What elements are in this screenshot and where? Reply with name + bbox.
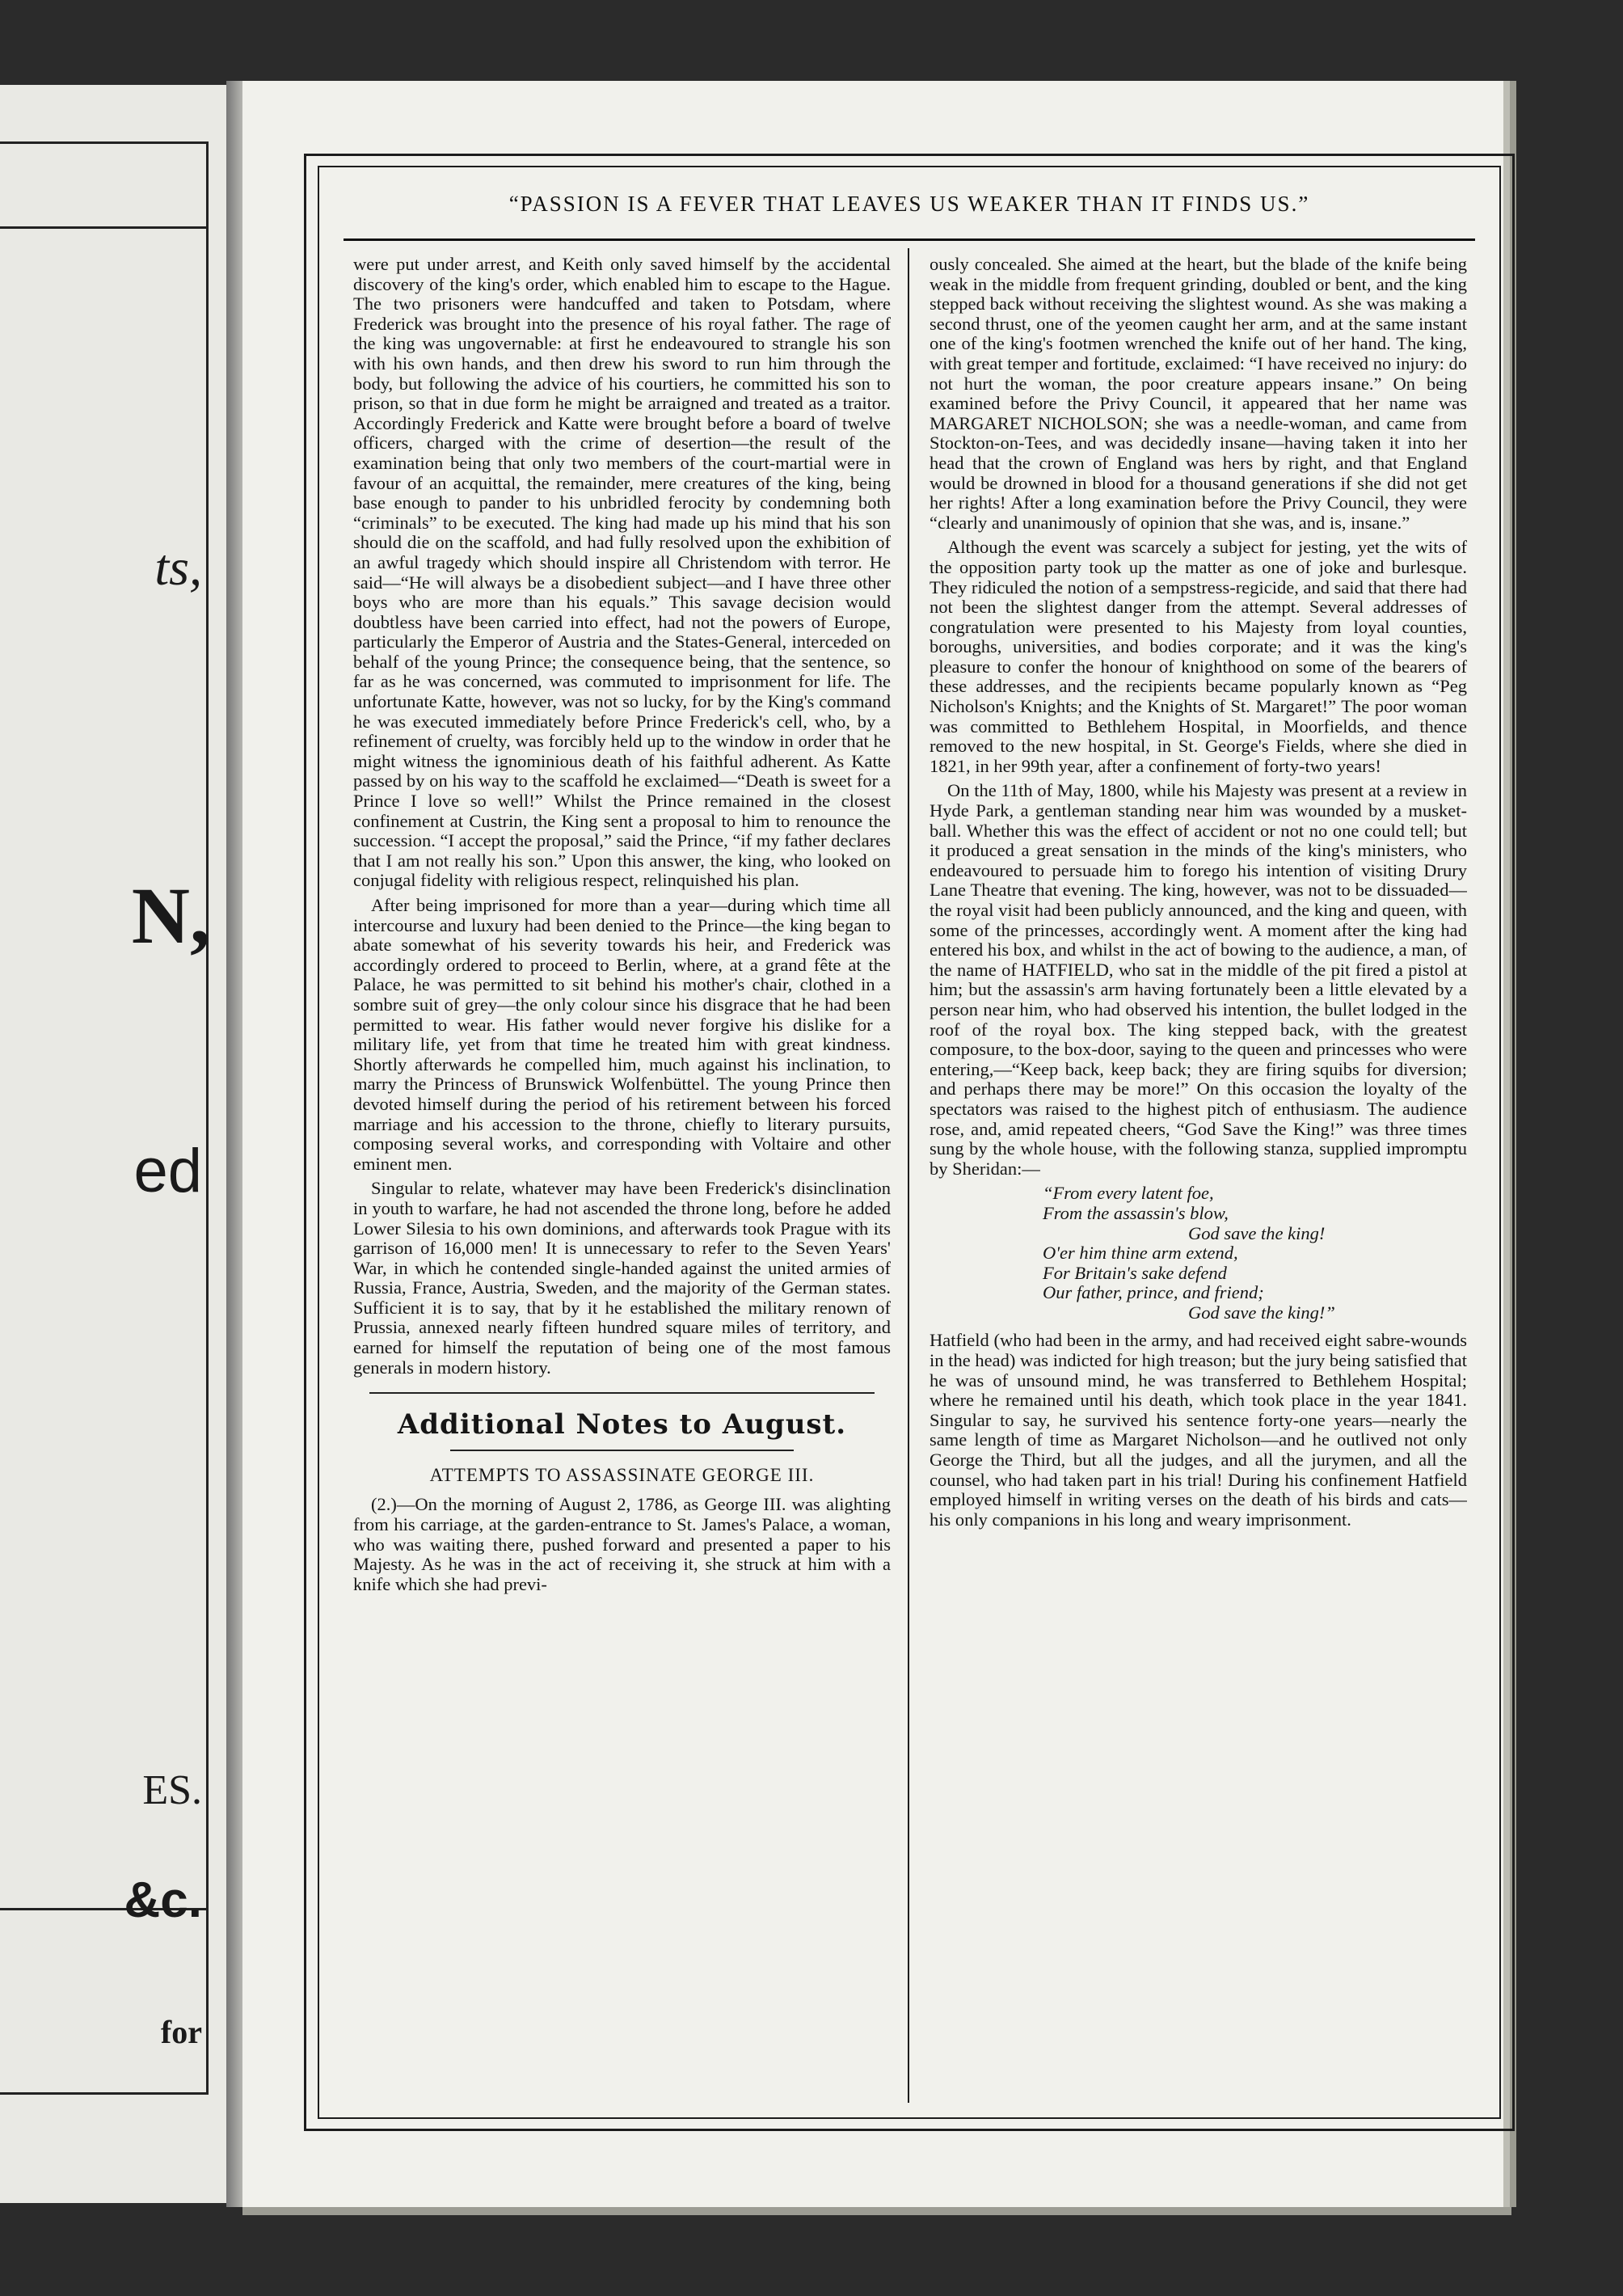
poem-line: God save the king!: [1188, 1222, 1326, 1243]
paragraph: Hatfield (who had been in the army, and had received eight sabre-wounds in the head) was indicted for high treason; but the jury being satisfied that he was of unsound mind, he was transferred to Bethlehem Hospital; where he remained until his death, which took place in the year 1841. Singular to say, he survived his sentence forty-one years—nearly the same length of time as Margaret Nicholson—and he outlived not only George the Third, but all the judges, and all the jurymen, and all the counsel, who had taken part in his trial! During his confinement Hatfield employed himself in writing verses on the death of his birds and cats—his only companions in his long and weary imprisonment.: [930, 1330, 1467, 1530]
running-header: “PASSION IS A FEVER THAT LEAVES US WEAKER THAN IT FINDS US.”: [508, 192, 1310, 216]
paragraph: After being imprisoned for more than a year—during which time all intercourse and luxury had been denied to the Prince—the king began to abate somewhat of his severity towards his heir, and Frederick was accordingly ordered to proceed to Berlin, where, at a grand fête at the Palace, he was permitted to sit behind his mother's chair, clothed in a sombre suit of grey—the only colour since his disgrace that he had been permitted to wear. His father would never forgive his dislike for a military life, yet from that time he treated him with great kindness. Shortly afterwards he compelled him, much against his inclination, to marry the Princess of Brunswick Wolfenbüttel. The young Prince then devoted himself during the period of his retirement between his forced marriage and his accession to the throne, chiefly to literary pursuits, composing several works, and corresponding with Voltaire and other eminent men.: [353, 895, 891, 1174]
page-border-inner: [318, 166, 1501, 2119]
poem-line: From the assassin's blow,: [1043, 1202, 1229, 1223]
poem-line: God save the king!”: [1188, 1302, 1335, 1323]
article-subhead: ATTEMPTS TO ASSASSINATE GEORGE III.: [429, 1464, 815, 1485]
poem-stanza: [930, 1184, 1467, 1323]
paragraph: Singular to relate, whatever may have been Frederick's disinclination in youth to warfare, he had not ascended the throne long, before he added Lower Silesia to his own dominions, and afterwards took Prague with its garrison of 16,000 men! It is unnecessary to refer to the Seven Years' War, in which he contended single-handed against the united armies of Russia, France, Austria, Sweden, and the majority of the German states. Sufficient it is to say, that by it he established the military renown of Prussia, annexed nearly fifteen hundred square miles of territory, and earned for himself the reputation of being one of the most famous generals in modern history.: [353, 1178, 891, 1378]
paragraph: ously concealed. She aimed at the heart, but the blade of the knife being weak in the middle from frequent grinding, doubled or bent, and the king stepped back without receiving the slightest wound. As she was making a second thrust, one of the yeomen caught her arm, and at the same instant one of the king's footmen wrenched the knife out of her hand. The king, with great temper and fortitude, exclaimed: “I have received no injury: do not hurt the woman, the poor creature appears insane.” On being examined before the Privy Council, it appeared that her name was MARGARET NICHOLSON; she was a needle-woman, and came from Stockton-on-Tees, and was decidedly insane—having taken it into her head that the crown of England was hers by right, and that England would be drowned in blood for a thousand generations if she did not get her rights! After a long examination before the Privy Council, they were “clearly and unanimously of opinion that she was, and is, insane.”: [930, 255, 1467, 533]
page-bottom-edge: [242, 2207, 1511, 2215]
paragraph: (2.)—On the morning of August 2, 1786, as George III. was alighting from his carriage, at the garden-entrance to St. James's Palace, a woman, who was waiting there, pushed forward and presented a paper to his Majesty. As he was in the act of receiving it, she struck at him with a knife which she had previ-: [353, 1494, 891, 1594]
left-column: [353, 255, 891, 2101]
facing-page-fragment: N,: [131, 871, 210, 960]
book-page: [242, 81, 1503, 2207]
facing-page: [0, 85, 234, 2203]
facing-page-fragment: for: [160, 2014, 202, 2050]
facing-page-fragment: ts,: [154, 538, 202, 596]
section-rule: [369, 1392, 875, 1394]
facing-page-fragment: ed: [133, 1137, 202, 1205]
poem-line: Our father, prince, and friend;: [1043, 1282, 1264, 1303]
paragraph: Although the event was scarcely a subject for jesting, yet the wits of the opposition party took up the matter as one of joke and burlesque. They ridiculed the notion of a sempstress-regicide, and said that there had not been the slightest danger from the attempt. Several addresses of congratulation were presented to his Majesty from loyal counties, boroughs, universities, and bodies corporate; and it was the king's pleasure to confer the honour of knighthood on some of the bearers of these addresses, and the recipients became popularly known as “Peg Nicholson's Knights; and the Knights of St. Margaret!” The poor woman was committed to Bethlehem Hospital, in Moorfields, and thence removed to the new hospital, in St. George's Fields, where she died in 1821, in her 99th year, after a confinement of forty-two years!: [930, 537, 1467, 776]
header-rule: [344, 238, 1475, 241]
right-column: [930, 255, 1467, 2101]
section-title: Additional Notes to August.: [397, 1408, 847, 1441]
facing-page-fragment: ES.: [142, 1767, 202, 1813]
column-divider: [908, 248, 909, 2103]
paragraph: On the 11th of May, 1800, while his Majesty was present at a review in Hyde Park, a gentleman standing near him was wounded by a musket-ball. Whether this was the effect of accident or not no one could tell; but it produced a great sensation in the minds of the king's ministers, who endeavoured to persuade him to forego his intention of visiting Drury Lane Theatre that evening. The king, however, was not to be dissuaded—the royal visit had been publicly announced, and the king and queen, with some of the princesses, accordingly went. A moment after the king had entered his box, and whilst in the act of bowing to the audience, a man, of the name of HATFIELD, who sat in the middle of the pit fired a pistol at him; but the assassin's arm having fortunately been a little elevated by a person near him, who had observed his intention, the bullet lodged in the roof of the royal box. The king stepped back, with the greatest composure, to the box-door, saying to the queen and princesses who were entering,—“Keep back, keep back; they are firing squibs for diversion; and perhaps there may be more!” On this occasion the loyalty of the spectators was raised to the highest pitch of enthusiasm. The audience rose, and, amid repeated cheers, “God Save the King!” was three times sung by the whole house, with the following stanza, supplied impromptu by Sheridan:—: [930, 780, 1467, 1179]
section-rule-short: [450, 1450, 794, 1451]
poem-line: For Britain's sake defend: [1043, 1262, 1227, 1283]
paragraph: were put under arrest, and Keith only saved himself by the accidental discovery of the king's order, which enabled him to escape to the Hague. The two prisoners were handcuffed and taken to Potsdam, where Frederick was brought into the presence of his royal father. The rage of the king was ungovernable: at first he endeavoured to strangle his son with his own hands, and then drew his sword to run him through the body, but following the advice of his courtiers, he committed his son to prison, so that in due form he might be arraigned and treated as a traitor. Accordingly Frederick and Katte were brought before a board of twelve officers, charged with the crime of desertion—the result of the examination being that only two members of the court-martial were in favour of an acquittal, the remainder, mere creatures of the king, being base enough to pander to his unbridled ferocity by condemning both “criminals” to be executed. The king had made up his mind that his son should die on the scaffold, and had fully resolved upon the exhibition of an awful tragedy which should inspire all Christendom with terror. He said—“He will always be a disobedient subject—and I have three other boys who are more than his equals.” This savage decision would doubtless have been carried into effect, had not the powers of Europe, particularly the Emperor of Austria and the States-General, interceded on behalf of the young Prince; the consequence being, that the sentence, so far as he was concerned, was commuted to imprisonment for life. The unfortunate Katte, however, was not so lucky, for by the King's command he was executed immediately before Prince Frederick's cell, who, by a refinement of cruelty, was forcibly held up to the window in order that he might witness the ignominious death of his faithful adherent. As Katte passed by on his way to the scaffold he exclaimed—“Death is sweet for a Prince I love so well!” Whilst the Prince remained in the closest confinement at Custrin, the King sent a proposal to him to renounce the succession. “I accept the proposal,” said the Prince, “if my father declares that I am not really his son.” Upon this answer, the king, who looked on conjugal fidelity with religious respect, relinquished his plan.: [353, 255, 891, 891]
page-border-outer: [304, 154, 1515, 2131]
poem-line: “From every latent foe,: [1043, 1183, 1214, 1204]
facing-page-rule: [0, 226, 206, 229]
poem-line: O'er him thine arm extend,: [1043, 1243, 1238, 1264]
facing-page-fragment: &c.: [124, 1872, 202, 1928]
